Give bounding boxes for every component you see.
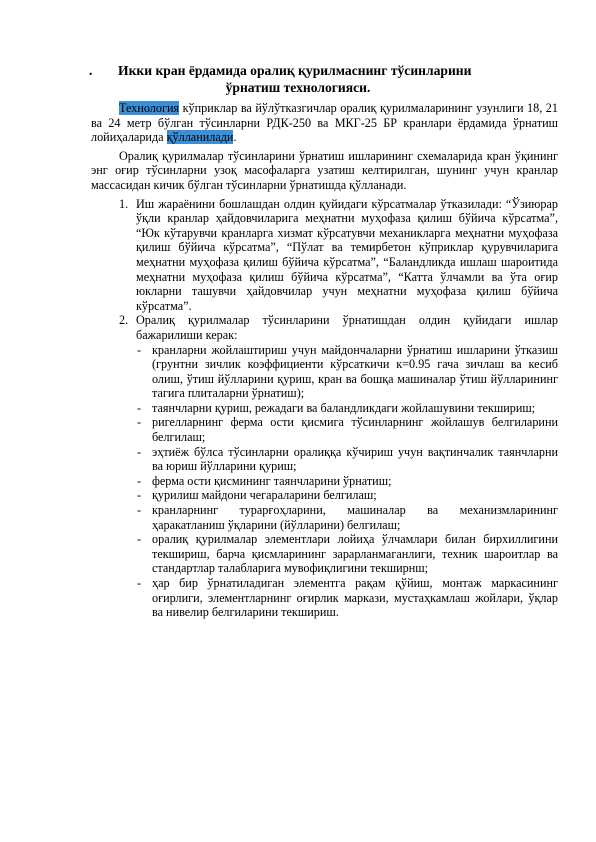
schemes-paragraph: Оралиқ қурилмалар тўсинларини ўрнатиш ишларининг схемаларида кран ўқининг энг оғир тўсинларни узоқ масофаларга узатиш келтирилган, шунинг учун кранлар массасидан кичик бўлган тўсинларни ўрнатишда қўлланади. bbox=[91, 148, 558, 192]
dash-list-item bbox=[136, 576, 558, 620]
dash-item-text: қурилиш майдони чегараларини белгилаш; bbox=[152, 488, 377, 503]
dash-marker: - bbox=[137, 532, 142, 547]
list-item bbox=[91, 313, 558, 619]
document-body bbox=[91, 101, 558, 620]
dash-list-item bbox=[136, 415, 558, 444]
dash-marker: - bbox=[137, 576, 142, 590]
dash-marker: - bbox=[137, 400, 142, 415]
heading-number: . bbox=[89, 63, 93, 78]
numbered-list bbox=[91, 197, 558, 620]
dash-item-text: оралиқ қурилмалар элементлари лойиҳа ўлчамлари билан бирхиллигини текшириш, барча қисмларининг зарарланмаганлиги, техник шароитлар ва стандартлар талабларига мувофиқлигини текширнш; bbox=[152, 532, 558, 576]
dash-item-text: ҳар бир ўрнатиладиган элементга рақам қўйиш, монтаж маркасининг оғирлиги, элементларнинг оғирлик маркази, мустаҳкамлаш жойлари, ўқлар ва нивелир белгиларини текшириш. bbox=[152, 576, 558, 620]
list-item-text: Оралиқ қурилмалар тўсинларини ўрнатишдан олдин қуйидаги ишлар бажарилиши керак: bbox=[136, 313, 558, 342]
dash-marker: - bbox=[137, 488, 142, 503]
dash-list-item bbox=[136, 401, 558, 416]
dash-list-item bbox=[136, 445, 558, 474]
dash-list-item bbox=[136, 474, 558, 489]
dash-list-item bbox=[136, 532, 558, 576]
highlighted-word-technology: Технология bbox=[119, 101, 180, 115]
list-item-number: 2. bbox=[119, 313, 129, 328]
intro-period: . bbox=[233, 130, 237, 145]
dash-marker: - bbox=[137, 473, 142, 488]
dash-list-item bbox=[136, 488, 558, 503]
dash-marker: - bbox=[137, 342, 142, 357]
dash-marker: - bbox=[137, 503, 142, 518]
dash-item-text: кранларни жойлаштириш учун майдончаларни ўрнатиш ишларини ўтказиш (грунтни зичлик коэффициенти кўрсаткичи к=0.95 гача зичлаш ва кесиб олиш, ўтиш йўлларини қуриш, кран ва бошқа машиналар ўтиш йўлларининг тагига плиталарни ўрнатиш); bbox=[152, 342, 558, 401]
intro-text: кўприклар ва йўлўтказгичлар оралиқ қурилмаларининг узунлиги 18, 21 ва 24 метр бўлган тўсинларни РДК-250 ва МКГ-25 БР кранлари ёрдамида ўрнатиш лойиҳаларида bbox=[91, 101, 558, 145]
dash-item-text: ферма ости қисмининг таянчларини ўрнатиш; bbox=[152, 473, 392, 488]
dash-item-text: кранларнинг турарғоҳларини, машиналар ва механизмларининг ҳаракатланиш ўқларини (йўлларини) белгилаш; bbox=[152, 503, 558, 532]
intro-paragraph bbox=[91, 101, 558, 145]
highlighted-word-applied: қўлланилади bbox=[166, 130, 234, 145]
heading-line-2: ўрнатиш технологияси. bbox=[225, 80, 371, 95]
dash-marker: - bbox=[137, 415, 142, 430]
list-item-number: 1. bbox=[119, 196, 129, 211]
dash-list-item bbox=[136, 503, 558, 532]
dash-item-text: эҳтиёж бўлса тўсинларни оралиққа кўчириш учун вақтинчалик таянчларни ва юриш йўлларини қуриш; bbox=[152, 444, 558, 474]
dash-item-text: ригелларнинг ферма ости қисмига тўсинларнинг жойлашув белгиларини белгилаш; bbox=[152, 415, 558, 445]
dash-list-item bbox=[136, 343, 558, 401]
dash-item-text: таянчларни қуриш, режадаги ва баландликдаги жойлашувини текшириш; bbox=[152, 400, 536, 415]
list-item bbox=[91, 197, 558, 314]
dash-list bbox=[136, 343, 558, 620]
dash-marker: - bbox=[137, 444, 142, 459]
heading-line-1: Икки кран ёрдамида оралиқ қурилмаснинг тўсинларини bbox=[118, 63, 472, 78]
list-item-text: Иш жараёнини бошлашдан олдин қуйидаги кўрсатмалар ўтказилади: “Ўзиюрар ўқли кранлар ҳайдовчиларига меҳнатни муҳофаза қилиш бўйича кўрсатма”, “Юк кўтарувчи кранларга хизмат кўрсатувчи механикларга меҳнатни муҳофаза қилиш бўйича кўрсатма”, “Пўлат ва темирбетон кўприклар қурувчиларига меҳнатни муҳофаза қилиш бўйича кўрсатма”, “Баландликда ишлаш шароитида меҳнатни муҳофаза қилиш бўйича кўрсатма”, “Катта ўлчамли ва ўта оғир юкларни ташувчи ҳайдовчилар учун меҳнатни муҳофаза қилиш бўйича кўрсатма”. bbox=[136, 196, 558, 313]
